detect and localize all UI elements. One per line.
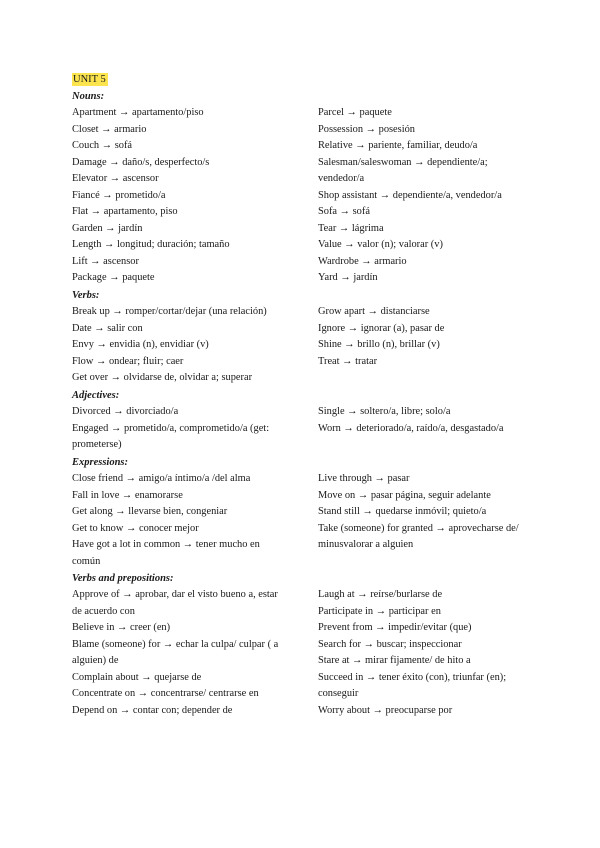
- vocab-item: Worry about → preocuparse por: [318, 704, 453, 716]
- vocab-item: Date → salir con: [72, 322, 143, 334]
- vocab-item: Concentrate on → concentrarse/ centrarse en: [72, 688, 259, 700]
- vocab-item: Salesman/saleswoman → dependiente/a; vendedor/a: [318, 156, 488, 185]
- vocab-item: Divorced → divorciado/a: [72, 406, 179, 417]
- vocab-item: Apartment → apartamento/piso: [72, 107, 204, 118]
- vocab-item: Succeed in → tener éxito (con), triunfar (en); conseguir: [318, 671, 507, 700]
- vocab-item: Get over → olvidarse de, olvidar a; superar: [72, 372, 253, 384]
- vocab-item: Believe in → creer (en): [72, 622, 171, 634]
- vocab-item: Treat → tratar: [318, 355, 378, 367]
- section-title-verbs: Verbs:: [72, 290, 100, 301]
- vocab-item: Laugh at → reírse/burlarse de: [318, 589, 443, 600]
- vocab-item: Tear → lágrima: [318, 222, 384, 234]
- vocab-item: Package → paquete: [72, 272, 155, 284]
- verbs-prepositions-right-column: [318, 587, 558, 719]
- vocab-item: Shop assistant → dependiente/a, vendedor/a: [318, 189, 502, 201]
- verbs-prepositions-left-column: [72, 587, 304, 719]
- section-title-expressions: Expressions:: [72, 457, 129, 468]
- vocab-item: Closet → armario: [72, 123, 147, 135]
- vocab-item: Close friend → amigo/a íntimo/a /del alma: [72, 473, 251, 484]
- vocab-item: Elevator → ascensor: [72, 173, 159, 185]
- vocab-item: Get along → llevarse bien, congeniar: [72, 506, 228, 518]
- vocab-item: Single → soltero/a, libre; solo/a: [318, 406, 451, 417]
- vocab-item: Participate in → participar en: [318, 605, 441, 617]
- unit-title: UNIT 5: [73, 74, 106, 85]
- vocab-item: Envy → envidia (n), envidiar (v): [72, 339, 209, 351]
- vocab-item: Garden → jardín: [72, 222, 143, 234]
- vocab-item: Lift → ascensor: [72, 255, 139, 267]
- vocab-item: Fall in love → enamorarse: [72, 489, 183, 501]
- vocab-item: Search for → buscar; inspeccionar: [318, 638, 462, 650]
- vocab-item: Parcel → paquete: [318, 107, 392, 118]
- vocab-item: Complain about → quejarse de: [72, 671, 202, 683]
- vocab-item: Sofa → sofá: [318, 206, 370, 218]
- vocab-item: Shine → brillo (n), brillar (v): [318, 339, 440, 351]
- adjectives-right-column: [318, 404, 558, 437]
- vocab-item: Flow → ondear; fluir; caer: [72, 355, 184, 367]
- expressions-left-column: [72, 471, 304, 570]
- vocab-item: Worn → deteriorado/a, raído/a, desgastado/a: [318, 422, 504, 434]
- verbs-right-column: [318, 304, 558, 370]
- vocab-item: Ignore → ignorar (a), pasar de: [318, 322, 445, 334]
- vocab-item: Couch → sofá: [72, 140, 133, 152]
- section-title-adjectives: Adjectives:: [72, 390, 120, 401]
- adjectives-left-column: [72, 404, 304, 454]
- section-title-verbs-prepositions: Verbs and prepositions:: [72, 573, 174, 584]
- vocab-item: Take (someone) for granted → aprovecharse de/ minusvalorar a alguien: [318, 522, 519, 551]
- nouns-right-column: [318, 105, 558, 287]
- vocab-item: Possession → posesión: [318, 123, 415, 135]
- vocab-item: Grow apart → distanciarse: [318, 306, 430, 317]
- vocab-item: Blame (someone) for → echar la culpa/ culpar ( a alguien) de: [72, 638, 279, 667]
- vocab-item: Length → longitud; duración; tamaño: [72, 239, 230, 251]
- vocab-item: Fiancé → prometido/a: [72, 189, 166, 201]
- nouns-left-column: [72, 105, 304, 287]
- vocab-item: Flat → apartamento, piso: [72, 206, 178, 218]
- vocab-item: Break up → romper/cortar/dejar (una relación): [72, 306, 267, 317]
- vocab-item: Prevent from → impedir/evitar (que): [318, 622, 472, 634]
- vocab-item: Get to know → conocer mejor: [72, 522, 199, 534]
- section-title-nouns: Nouns:: [72, 91, 105, 102]
- vocab-item: Live through → pasar: [318, 473, 410, 484]
- vocab-item: Engaged → prometido/a, comprometido/a (get: prometerse): [72, 422, 270, 451]
- expressions-right-column: [318, 471, 558, 554]
- vocab-item: Stare at → mirar fijamente/ de hito a: [318, 655, 471, 667]
- vocab-item: Stand still → quedarse inmóvil; quieto/a: [318, 506, 487, 518]
- vocab-item: Relative → pariente, familiar, deudo/a: [318, 140, 478, 152]
- vocab-item: Damage → daño/s, desperfecto/s: [72, 156, 210, 168]
- verbs-left-column: [72, 304, 304, 387]
- vocab-item: Have got a lot in common → tener mucho en común: [72, 539, 260, 567]
- vocab-item: Yard → jardín: [318, 272, 378, 284]
- vocab-item: Value → valor (n); valorar (v): [318, 239, 443, 251]
- vocab-item: Move on → pasar página, seguir adelante: [318, 489, 491, 501]
- vocab-item: Depend on → contar con; depender de: [72, 704, 233, 716]
- vocab-item: Approve of → aprobar, dar el visto bueno a, estar de acuerdo con: [72, 589, 278, 617]
- vocab-item: Wardrobe → armario: [318, 255, 407, 267]
